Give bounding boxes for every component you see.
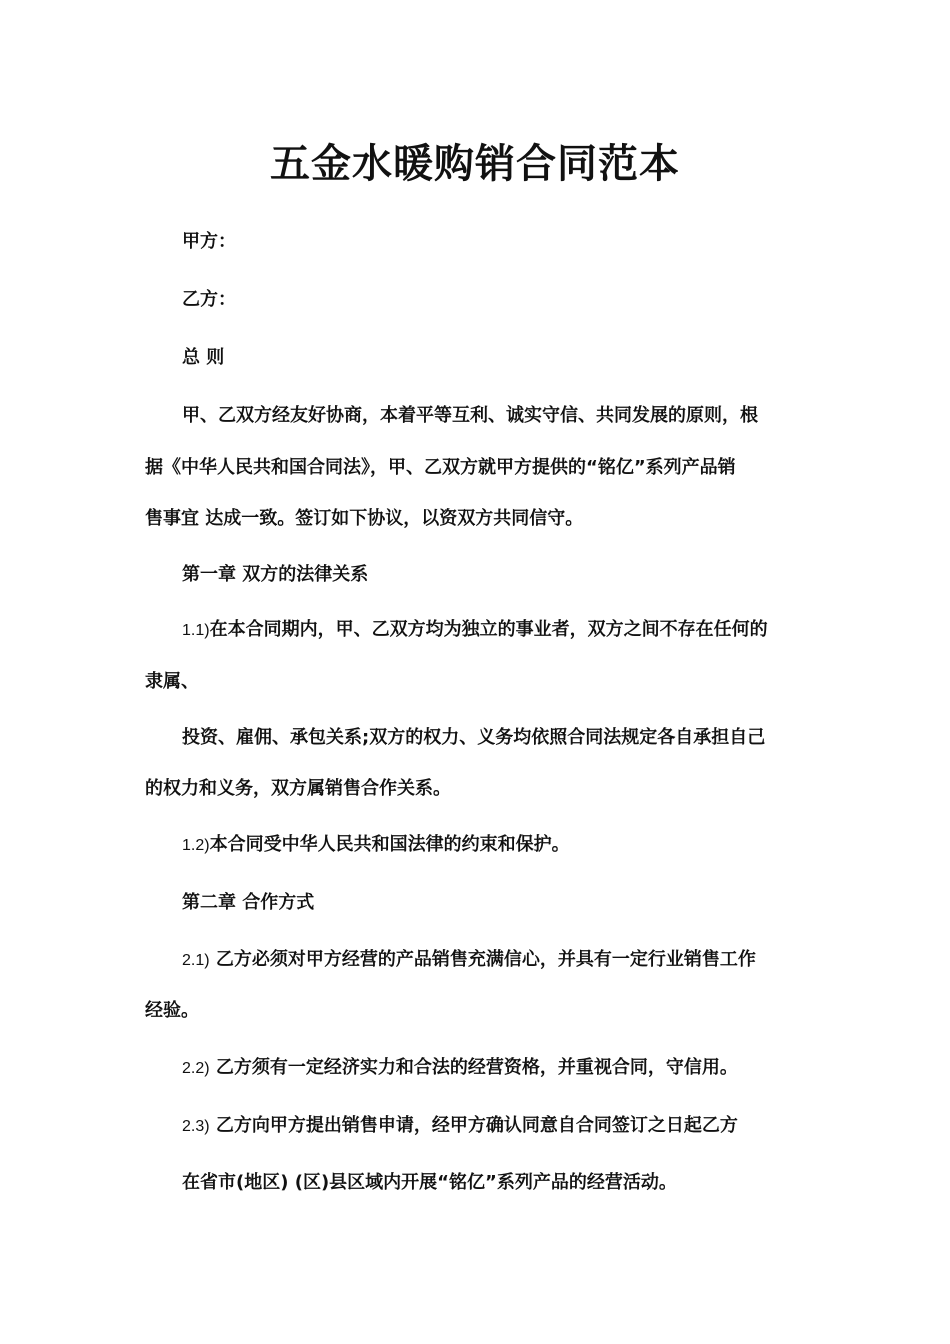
chapter-2-heading: 第二章 合作方式 [182,892,315,913]
intro-line-3: 售事宜 达成一致。签订如下协议，以资双方共同信守。 [145,508,584,529]
clause-number: 1.2) [182,837,210,854]
clause-1-1-line-1 [182,618,768,643]
party-a-label: 甲方： [182,231,236,252]
clause-text: 乙方必须对甲方经营的产品销售充满信心，并具有一定行业销售工作 [209,949,756,970]
clause-number: 1.1) [182,622,210,639]
chapter-1-heading: 第一章 双方的法律关系 [182,564,369,585]
party-b-label: 乙方： [182,289,236,310]
clause-2-3-line-2: 在省市(地区) (区)县区域内开展“铭亿”系列产品的经营活动。 [182,1172,677,1193]
clause-number: 2.1) [182,952,210,969]
intro-line-1: 甲、乙双方经友好协商，本着平等互利、诚实守信、共同发展的原则，根 [182,405,758,426]
clause-2-2 [182,1056,738,1081]
document-title: 五金水暖购销合同范本 [270,141,680,187]
clause-number: 2.2) [182,1060,210,1077]
clause-number: 2.3) [182,1118,210,1135]
clause-2-1-line-1 [182,948,756,973]
clause-text: 乙方向甲方提出销售申请，经甲方确认同意自合同签订之日起乙方 [209,1115,738,1136]
clause-1-2 [182,833,570,858]
clause-text: 本合同受中华人民共和国法律的约束和保护。 [209,834,570,855]
intro-line-2: 据《中华人民共和国合同法》，甲、乙双方就甲方提供的“铭亿”系列产品销 [145,457,736,478]
clause-1-1-line-2: 隶属、 [145,671,199,692]
clause-text: 在本合同期内，甲、乙双方均为独立的事业者，双方之间不存在任何的 [209,619,768,640]
clause-2-1-line-2: 经验。 [145,1000,199,1021]
clause-1-1-line-3: 投资、雇佣、承包关系;双方的权力、义务均依照合同法规定各自承担自己 [182,727,766,748]
clause-1-1-line-4: 的权力和义务，双方属销售合作关系。 [145,778,451,799]
clause-text: 乙方须有一定经济实力和合法的经营资格，并重视合同，守信用。 [209,1057,738,1078]
clause-2-3-line-1 [182,1114,738,1139]
general-heading: 总 则 [182,347,225,368]
